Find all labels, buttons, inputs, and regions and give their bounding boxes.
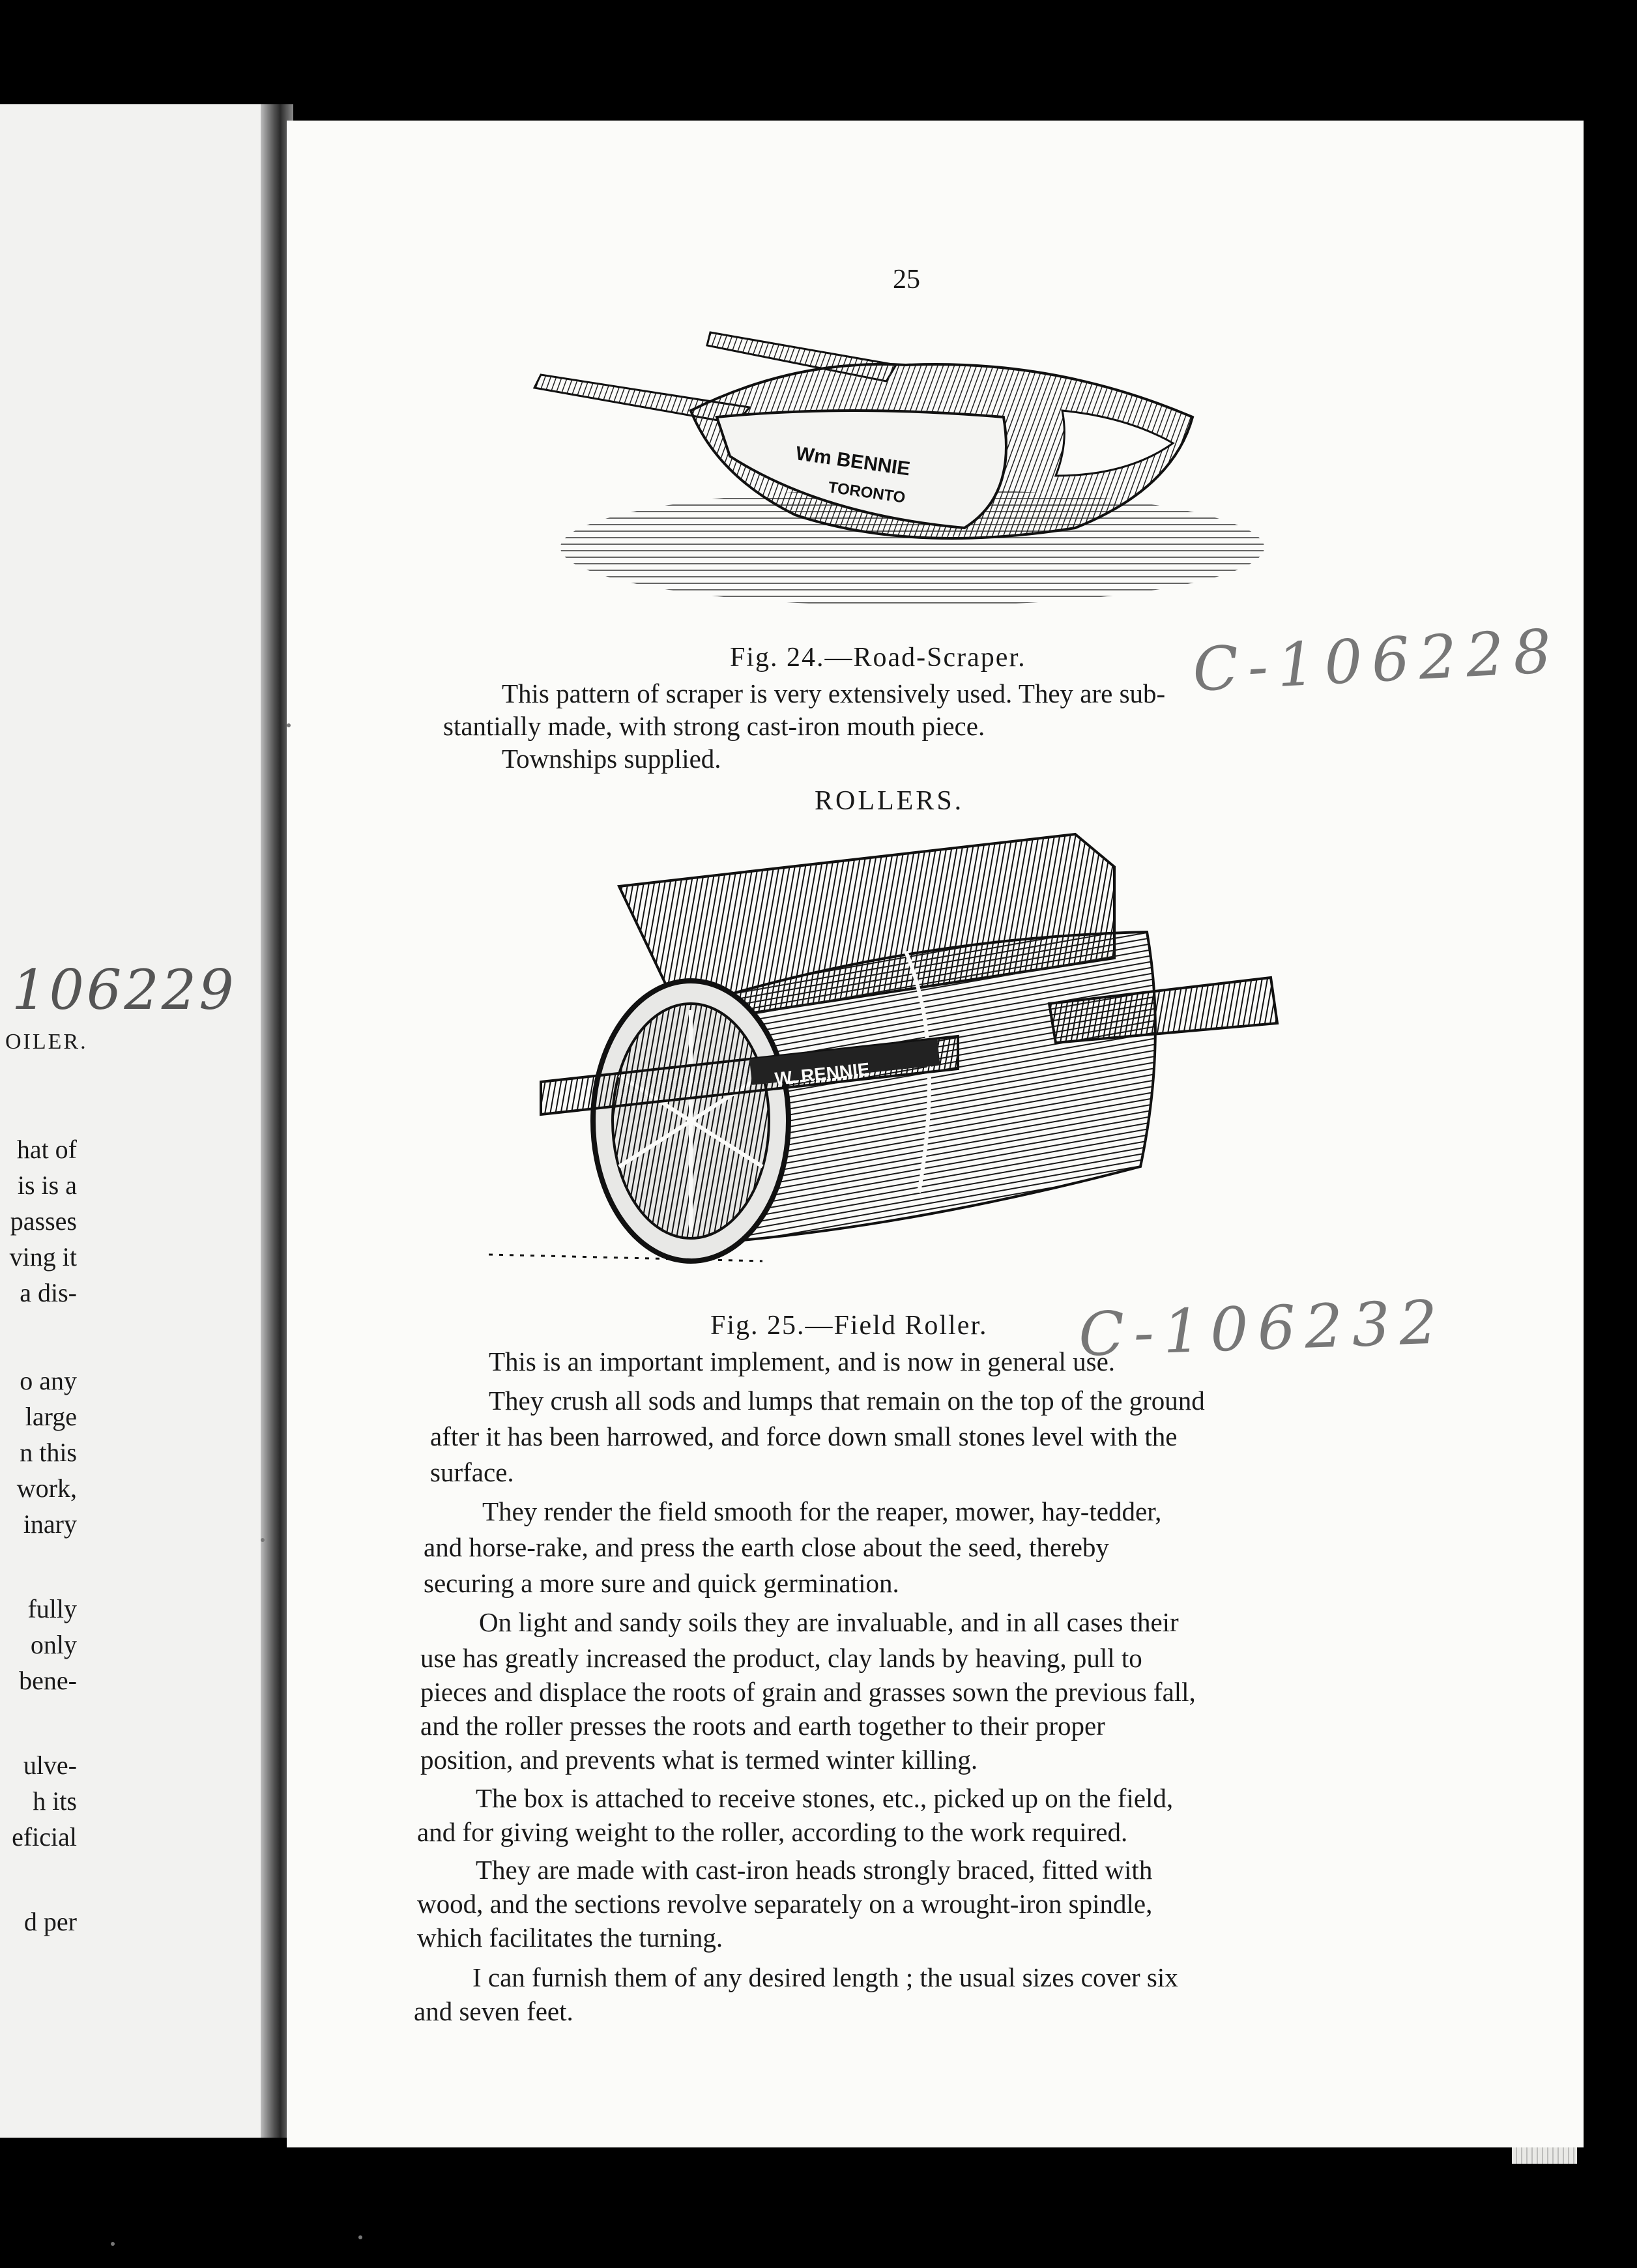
body-line: They are made with cast-iron heads strongly braced, fitted with [476,1855,1153,1885]
body-line: use has greatly increased the product, clay lands by heaving, pull to [420,1643,1142,1673]
left-line: o any [20,1366,77,1395]
body-line: surface. [430,1457,514,1487]
left-line: h its [33,1786,77,1816]
left-line: inary [23,1509,77,1539]
field-roller-illustration [489,828,1290,1297]
body-line: which facilitates the turning. [417,1923,723,1953]
left-line: hat of [16,1135,77,1164]
left-line: work, [16,1474,77,1503]
body-line: They render the field smooth for the reaper, mower, hay-tedder, [482,1496,1162,1526]
left-line: ving it [9,1242,77,1272]
left-line: is is a [17,1170,77,1200]
body-line: They crush all sods and lumps that remain on the top of the ground [489,1386,1205,1416]
fig24-caption: Fig. 24.—Road-Scraper. [730,643,1026,673]
left-line: fully [27,1594,77,1623]
body-line: and seven feet. [414,1996,573,2026]
scraper-brand-city: TORONTO [827,478,906,507]
fig24-text-line: Townships supplied. [502,744,721,774]
left-line: d per [23,1907,77,1936]
fig24-handwritten-annotation: C-106228 [1191,616,1563,705]
body-line: after it has been harrowed, and force down small stones level with the [430,1421,1178,1451]
body-line: pieces and displace the roots of grain and grasses sown the previous fall, [420,1677,1196,1707]
left-line: ulve- [23,1751,77,1780]
left-line: passes [10,1206,77,1236]
roller-brand-name: W. RENNIE [774,1058,871,1089]
body-line: and the roller presses the roots and earth together to their proper [420,1711,1105,1741]
fig24-text-line: stantially made, with strong cast-iron mouth piece. [443,711,985,741]
left-line: bene- [19,1666,77,1695]
left-line: eficial [12,1822,77,1852]
speck [287,723,291,727]
speck [111,2242,115,2246]
left-handwritten-annotation: 106229 [12,958,237,1022]
left-line: large [25,1402,77,1431]
fig25-caption: Fig. 25.—Field Roller. [710,1311,988,1341]
fig24-text-line: This pattern of scraper is very extensively used. They are sub- [502,678,1166,708]
left-line: n this [20,1438,77,1467]
body-line: securing a more sure and quick germination. [424,1568,899,1598]
left-figure-caption-fragment: OILER. [5,1030,88,1054]
body-line: and for giving weight to the roller, according to the work required. [417,1817,1128,1847]
scraper-brand-name: Wm BENNIE [794,443,912,480]
rollers-heading: ROLLERS. [815,786,964,816]
fig25-handwritten-annotation: C-106232 [1077,1287,1448,1370]
body-line: position, and prevents what is termed winter killing. [420,1745,978,1775]
speck [358,2235,362,2239]
page-number: 25 [893,265,920,295]
speck [261,1538,265,1542]
left-line: only [30,1630,77,1659]
road-scraper-illustration [521,319,1271,626]
body-line: and horse-rake, and press the earth close about the seed, thereby [424,1532,1109,1562]
left-facing-page [0,104,261,2138]
body-line: wood, and the sections revolve separately on a wrought-iron spindle, [417,1889,1153,1919]
body-line: On light and sandy soils they are invaluable, and in all cases their [479,1607,1179,1637]
body-line: This is an important implement, and is now in general use. [489,1346,1116,1376]
body-line: I can furnish them of any desired length ; the usual sizes cover six [472,1962,1178,1992]
body-line: The box is attached to receive stones, etc., picked up on the field, [476,1783,1174,1813]
left-line: a dis- [20,1278,77,1307]
